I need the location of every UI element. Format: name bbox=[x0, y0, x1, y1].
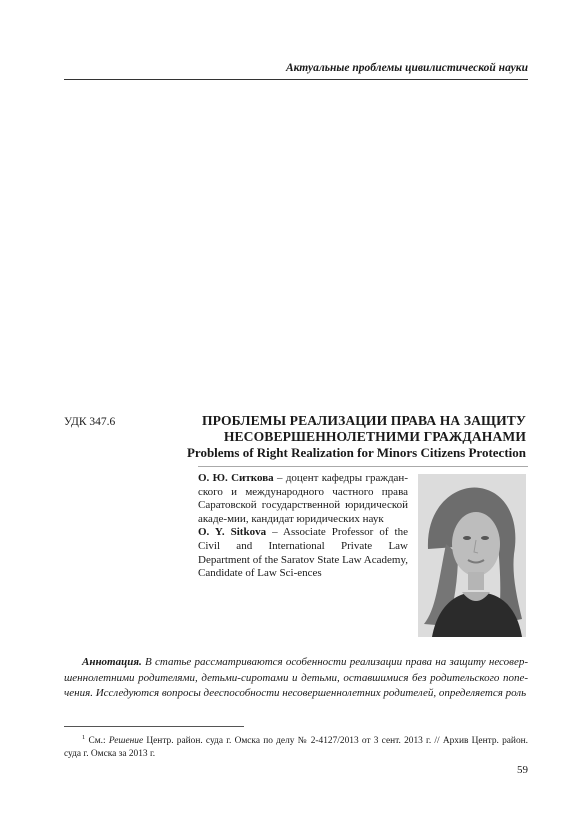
author-bio-en: – Associate Professor of the Civil and International Private Law Department of the Saratov State Law Academy, Candidate of Law Sci-ences bbox=[198, 526, 408, 580]
author-en bbox=[198, 526, 408, 580]
article-title-block bbox=[140, 413, 526, 461]
author-name-en: O. Y. Sitkova bbox=[198, 526, 267, 539]
abstract-lead: Аннотация. bbox=[82, 656, 142, 668]
author-photo bbox=[418, 474, 526, 637]
footnote-prefix: См.: bbox=[85, 736, 109, 747]
title-ru-line2: НЕСОВЕРШЕННОЛЕТНИМИ ГРАЖДАНАМИ bbox=[223, 429, 526, 444]
page-number: 59 bbox=[517, 764, 528, 776]
footnote-rule bbox=[64, 726, 244, 727]
title-en: Problems of Right Realization for Minors Citizens Protection bbox=[186, 445, 526, 460]
title-ru-line1: ПРОБЛЕМЫ РЕАЛИЗАЦИИ ПРАВА НА ЗАЩИТУ bbox=[201, 413, 526, 428]
udk-code: УДК 347.6 bbox=[64, 416, 116, 428]
title-rule bbox=[198, 466, 528, 467]
header-rule bbox=[64, 79, 528, 80]
footnote bbox=[64, 731, 528, 761]
abstract-text: В статье рассматриваются особенности реализации права на защиту несовер-шеннолетними родителями, детьми-сиротами и детьми, оставшимися без родительского попе-чения. Исследуются вопросы дееспособности несовершеннолетних родителей, определяется роль bbox=[64, 656, 528, 699]
footnote-marker: 1 bbox=[82, 734, 86, 741]
footnote-italic: Решение bbox=[108, 736, 144, 747]
running-header: Актуальные проблемы цивилистической науки bbox=[285, 62, 528, 74]
footnote-text: Центр. район. суда г. Омска по делу № 2-4127/2013 от 3 сент. 2013 г. // Архив Центр. район. суда г. Омска за 2013 г. bbox=[64, 736, 528, 760]
author-info bbox=[198, 472, 408, 581]
author-bio-ru: – доцент кафедры граждан-ского и международного частного права Саратовской государственной юридической акаде-мии, кандидат юридических наук bbox=[198, 472, 408, 525]
author-ru bbox=[198, 472, 408, 526]
author-name-ru: О. Ю. Ситкова bbox=[198, 472, 274, 484]
abstract bbox=[64, 655, 528, 702]
